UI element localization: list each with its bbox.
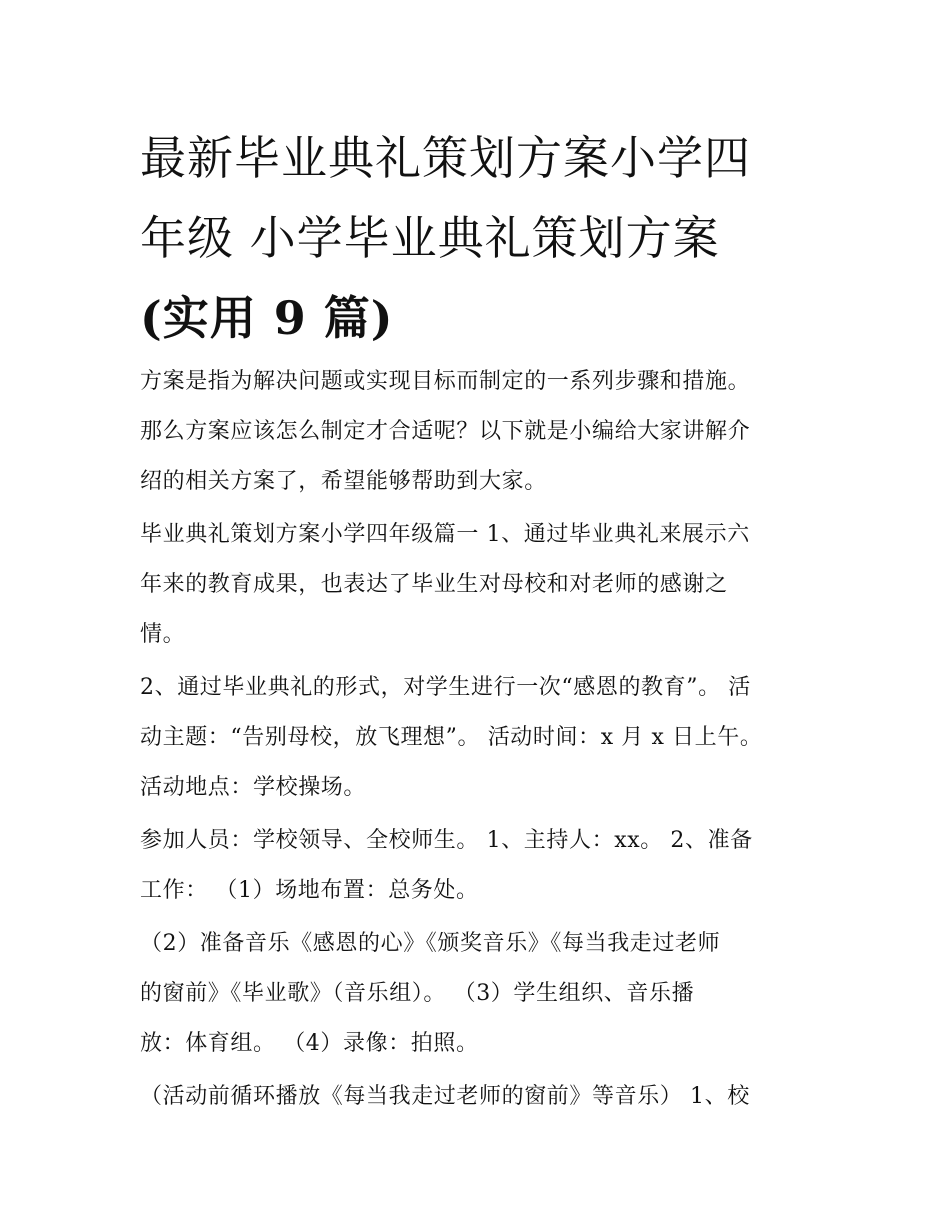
paragraph-activity-info: [140, 663, 820, 813]
paragraph-procedure: [140, 1072, 820, 1122]
text-line: 活动地点：学校操场。: [140, 775, 367, 800]
title-line-2: 年级 小学毕业典礼策划方案: [140, 211, 720, 265]
text-line: （2）准备音乐《感恩的心》《颁奖音乐》《每当我走过老师: [140, 931, 721, 956]
text-line: 的窗前》《毕业歌》（音乐组）。 （3）学生组织、音乐播: [140, 981, 695, 1006]
text-line: 工作： （1）场地布置：总务处。: [140, 878, 479, 903]
text-line: （活动前循环播放《每当我走过老师的窗前》等音乐） 1、校: [140, 1084, 750, 1109]
text-line: 年来的教育成果，也表达了毕业生对母校和对老师的感谢之: [140, 572, 728, 597]
document-title: [140, 118, 820, 358]
text-line: 2、通过毕业典礼的形式，对学生进行一次“感恩的教育”。 活: [140, 675, 751, 700]
paragraph-preparation: [140, 919, 820, 1069]
text-line: 动主题：“告别母校，放飞理想”。 活动时间：x 月 x 日上午。: [140, 725, 763, 750]
paragraph-intro: [140, 357, 820, 507]
title-line-1: 最新毕业典礼策划方案小学四: [140, 131, 751, 185]
text-line: 那么方案应该怎么制定才合适呢？以下就是小编给大家讲解介: [140, 419, 751, 444]
text-line: 绍的相关方案了，希望能够帮助到大家。: [140, 469, 547, 494]
text-line: 放：体育组。 （4）录像：拍照。: [140, 1031, 479, 1056]
text-line: 情。: [140, 622, 186, 647]
paragraph-participants: [140, 816, 820, 916]
document-body: [140, 357, 820, 1125]
text-line: 参加人员：学校领导、全校师生。 1、主持人：xx。 2、准备: [140, 828, 753, 853]
title-line-3: (实用 9 篇): [140, 291, 394, 345]
text-line: 方案是指为解决问题或实现目标而制定的一系列步骤和措施。: [140, 369, 751, 394]
text-line: 毕业典礼策划方案小学四年级篇一 1、通过毕业典礼来展示六: [140, 522, 750, 547]
paragraph-section-1: [140, 510, 820, 660]
